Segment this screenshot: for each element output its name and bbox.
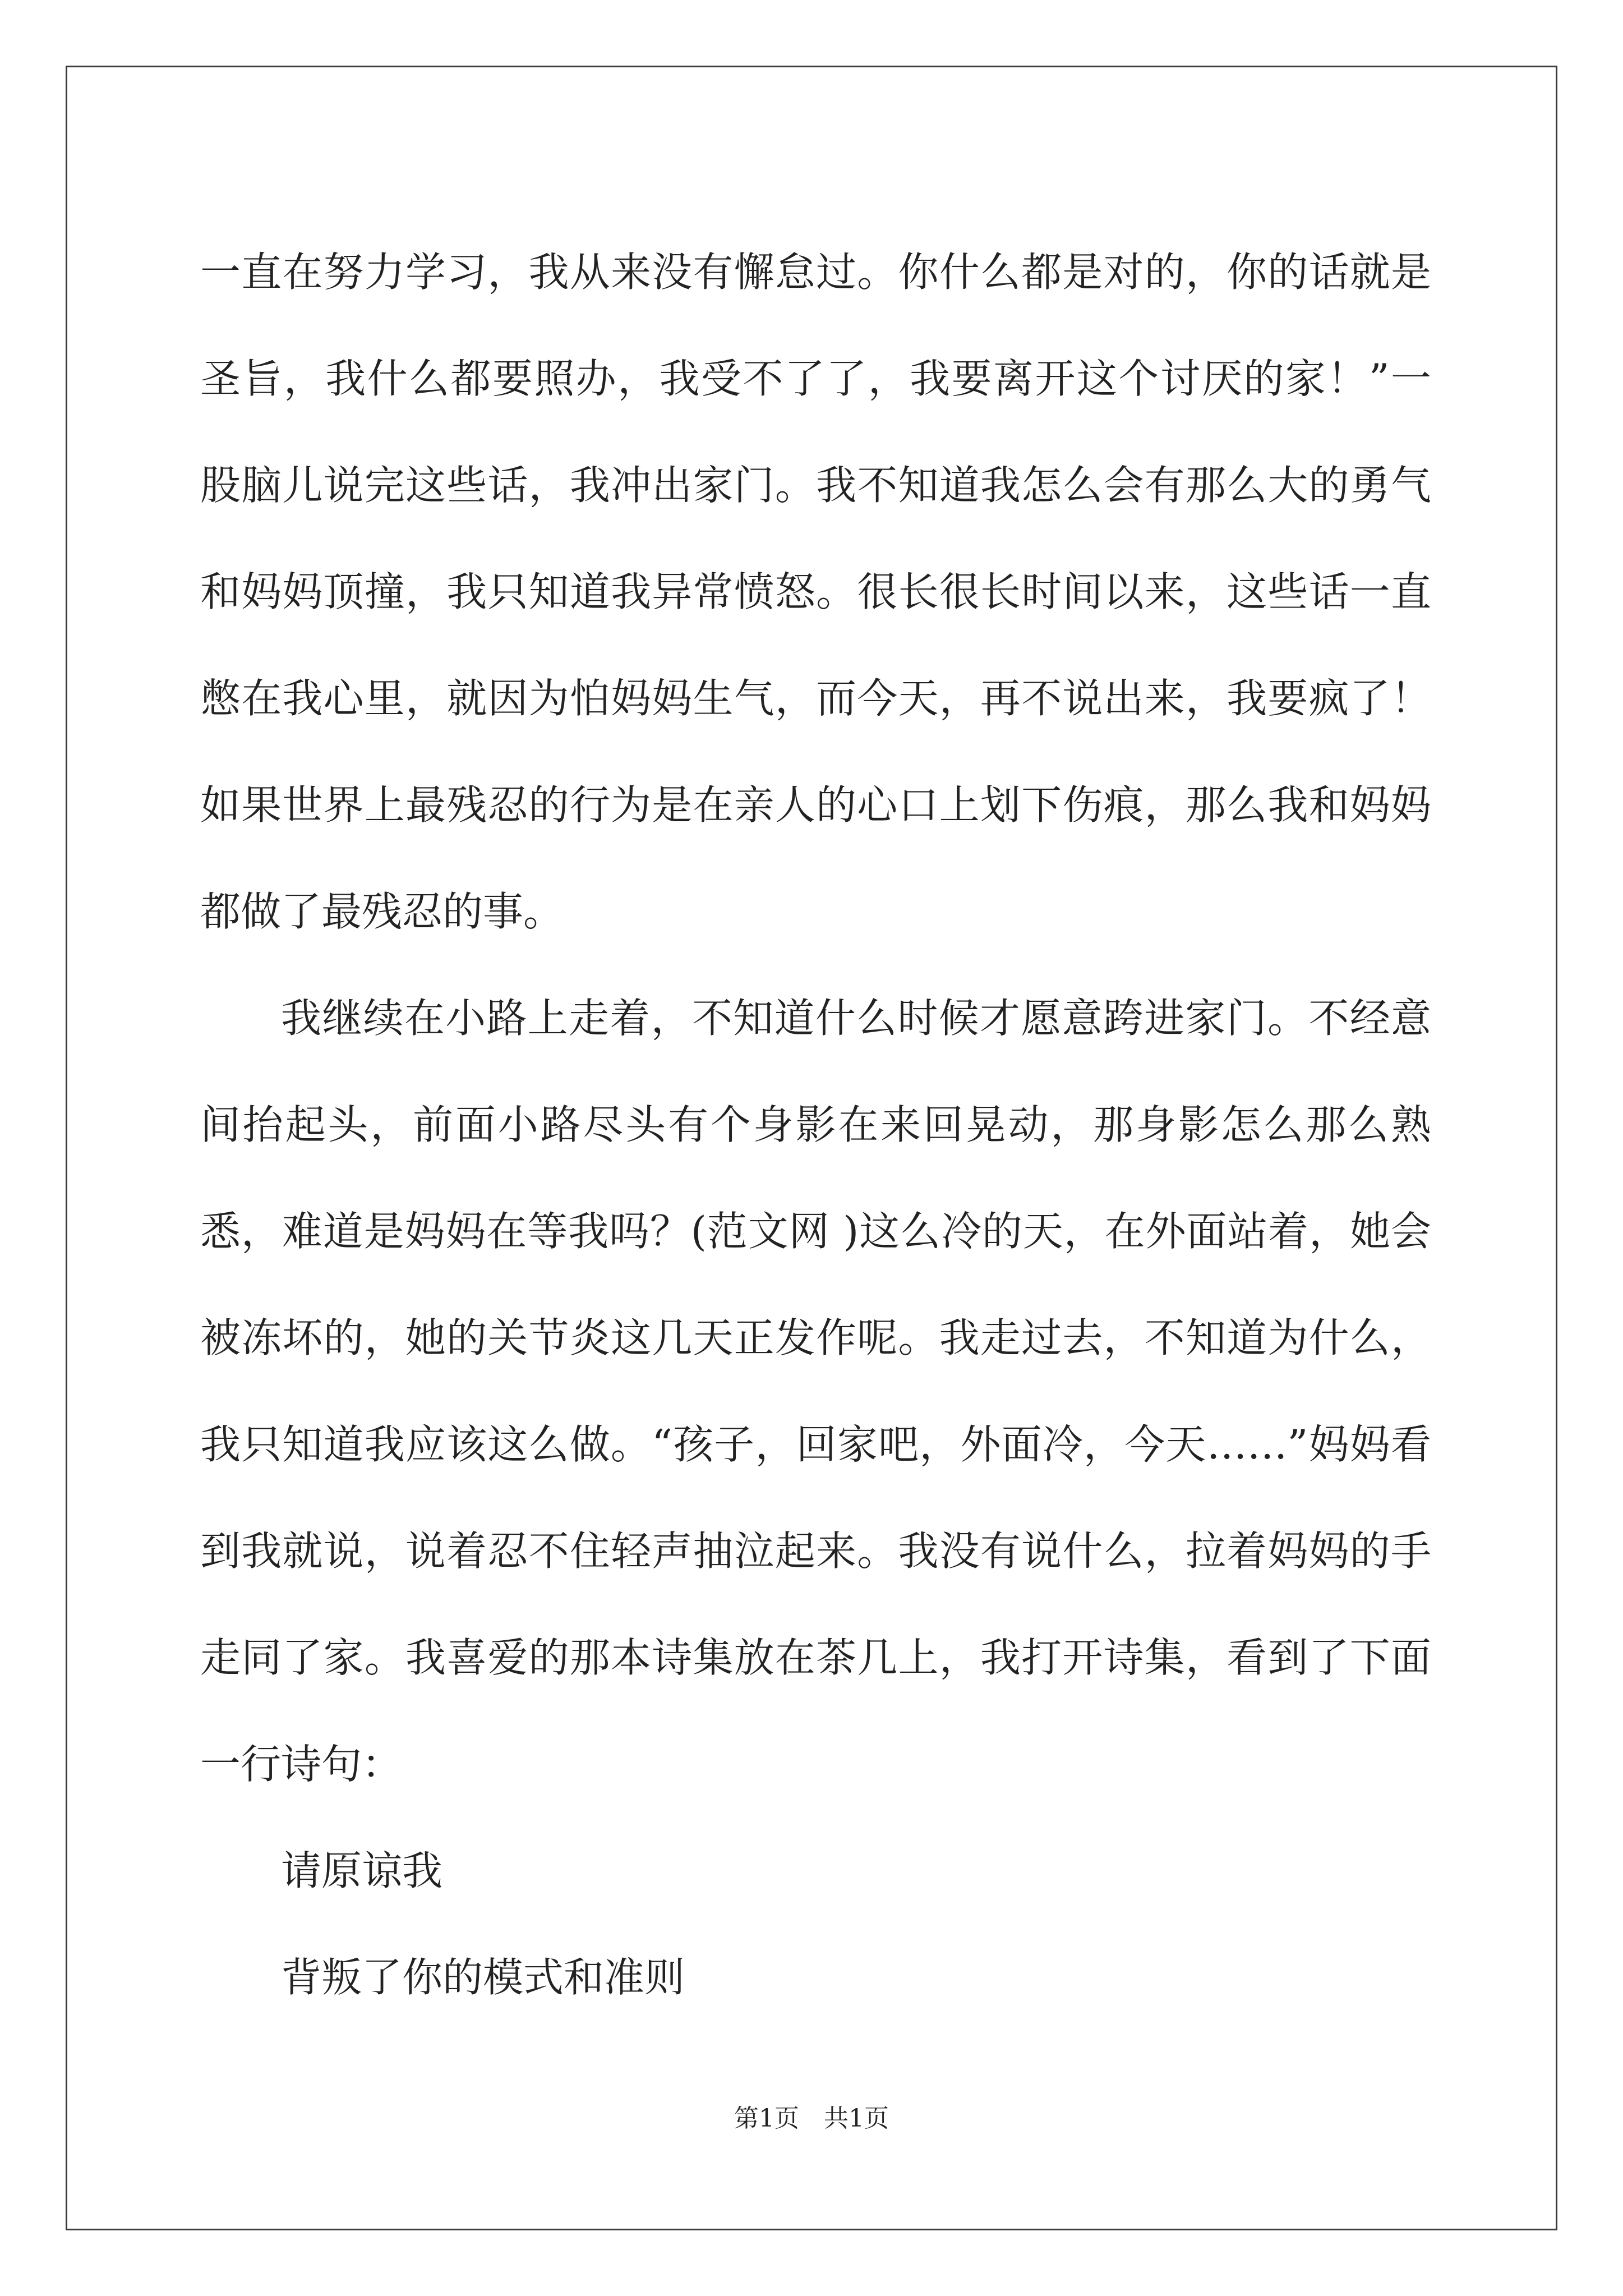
paragraph-2: 我继续在小路上走着，不知道什么时候才愿意跨进家门。不经意间抬起头，前面小路尽头有个身影在来回晃动，那身影怎么那么熟悉，难道是妈妈在等我吗？(范文网 )这么冷的天，在外面站着，她会被冻坏的，她的关节炎这几天正发作呢。我走过去，不知道为什么，我只知道我应该这么做。“孩子，回家吧，外面冷，今天……”妈妈看到我就说，说着忍不住轻声抽泣起来。我没有说什么，拉着妈妈的手走同了家。我喜爱的那本诗集放在茶几上，我打开诗集，看到了下面一行诗句： bbox=[200, 995, 1431, 1788]
poem-line-1: 请原谅我 bbox=[281, 1847, 443, 1894]
poem-line-2: 背叛了你的模式和准则 bbox=[281, 1954, 685, 2001]
document-body bbox=[200, 219, 1431, 2031]
page-footer: 第1页 共1页 bbox=[734, 2104, 889, 2133]
paragraph-1: 一直在努力学习，我从来没有懈怠过。你什么都是对的，你的话就是圣旨，我什么都要照办，我受不了了，我要离开这个讨厌的家！”一股脑儿说完这些话，我冲出家门。我不知道我怎么会有那么大的勇气和妈妈顶撞，我只知道我异常愤怒。很长很长时间以来，这些话一直憋在我心里，就因为怕妈妈生气，而今天，再不说出来，我要疯了！如果世界上最残忍的行为是在亲人的心口上划下伤痕，那么我和妈妈都做了最残忍的事。 bbox=[200, 249, 1431, 935]
